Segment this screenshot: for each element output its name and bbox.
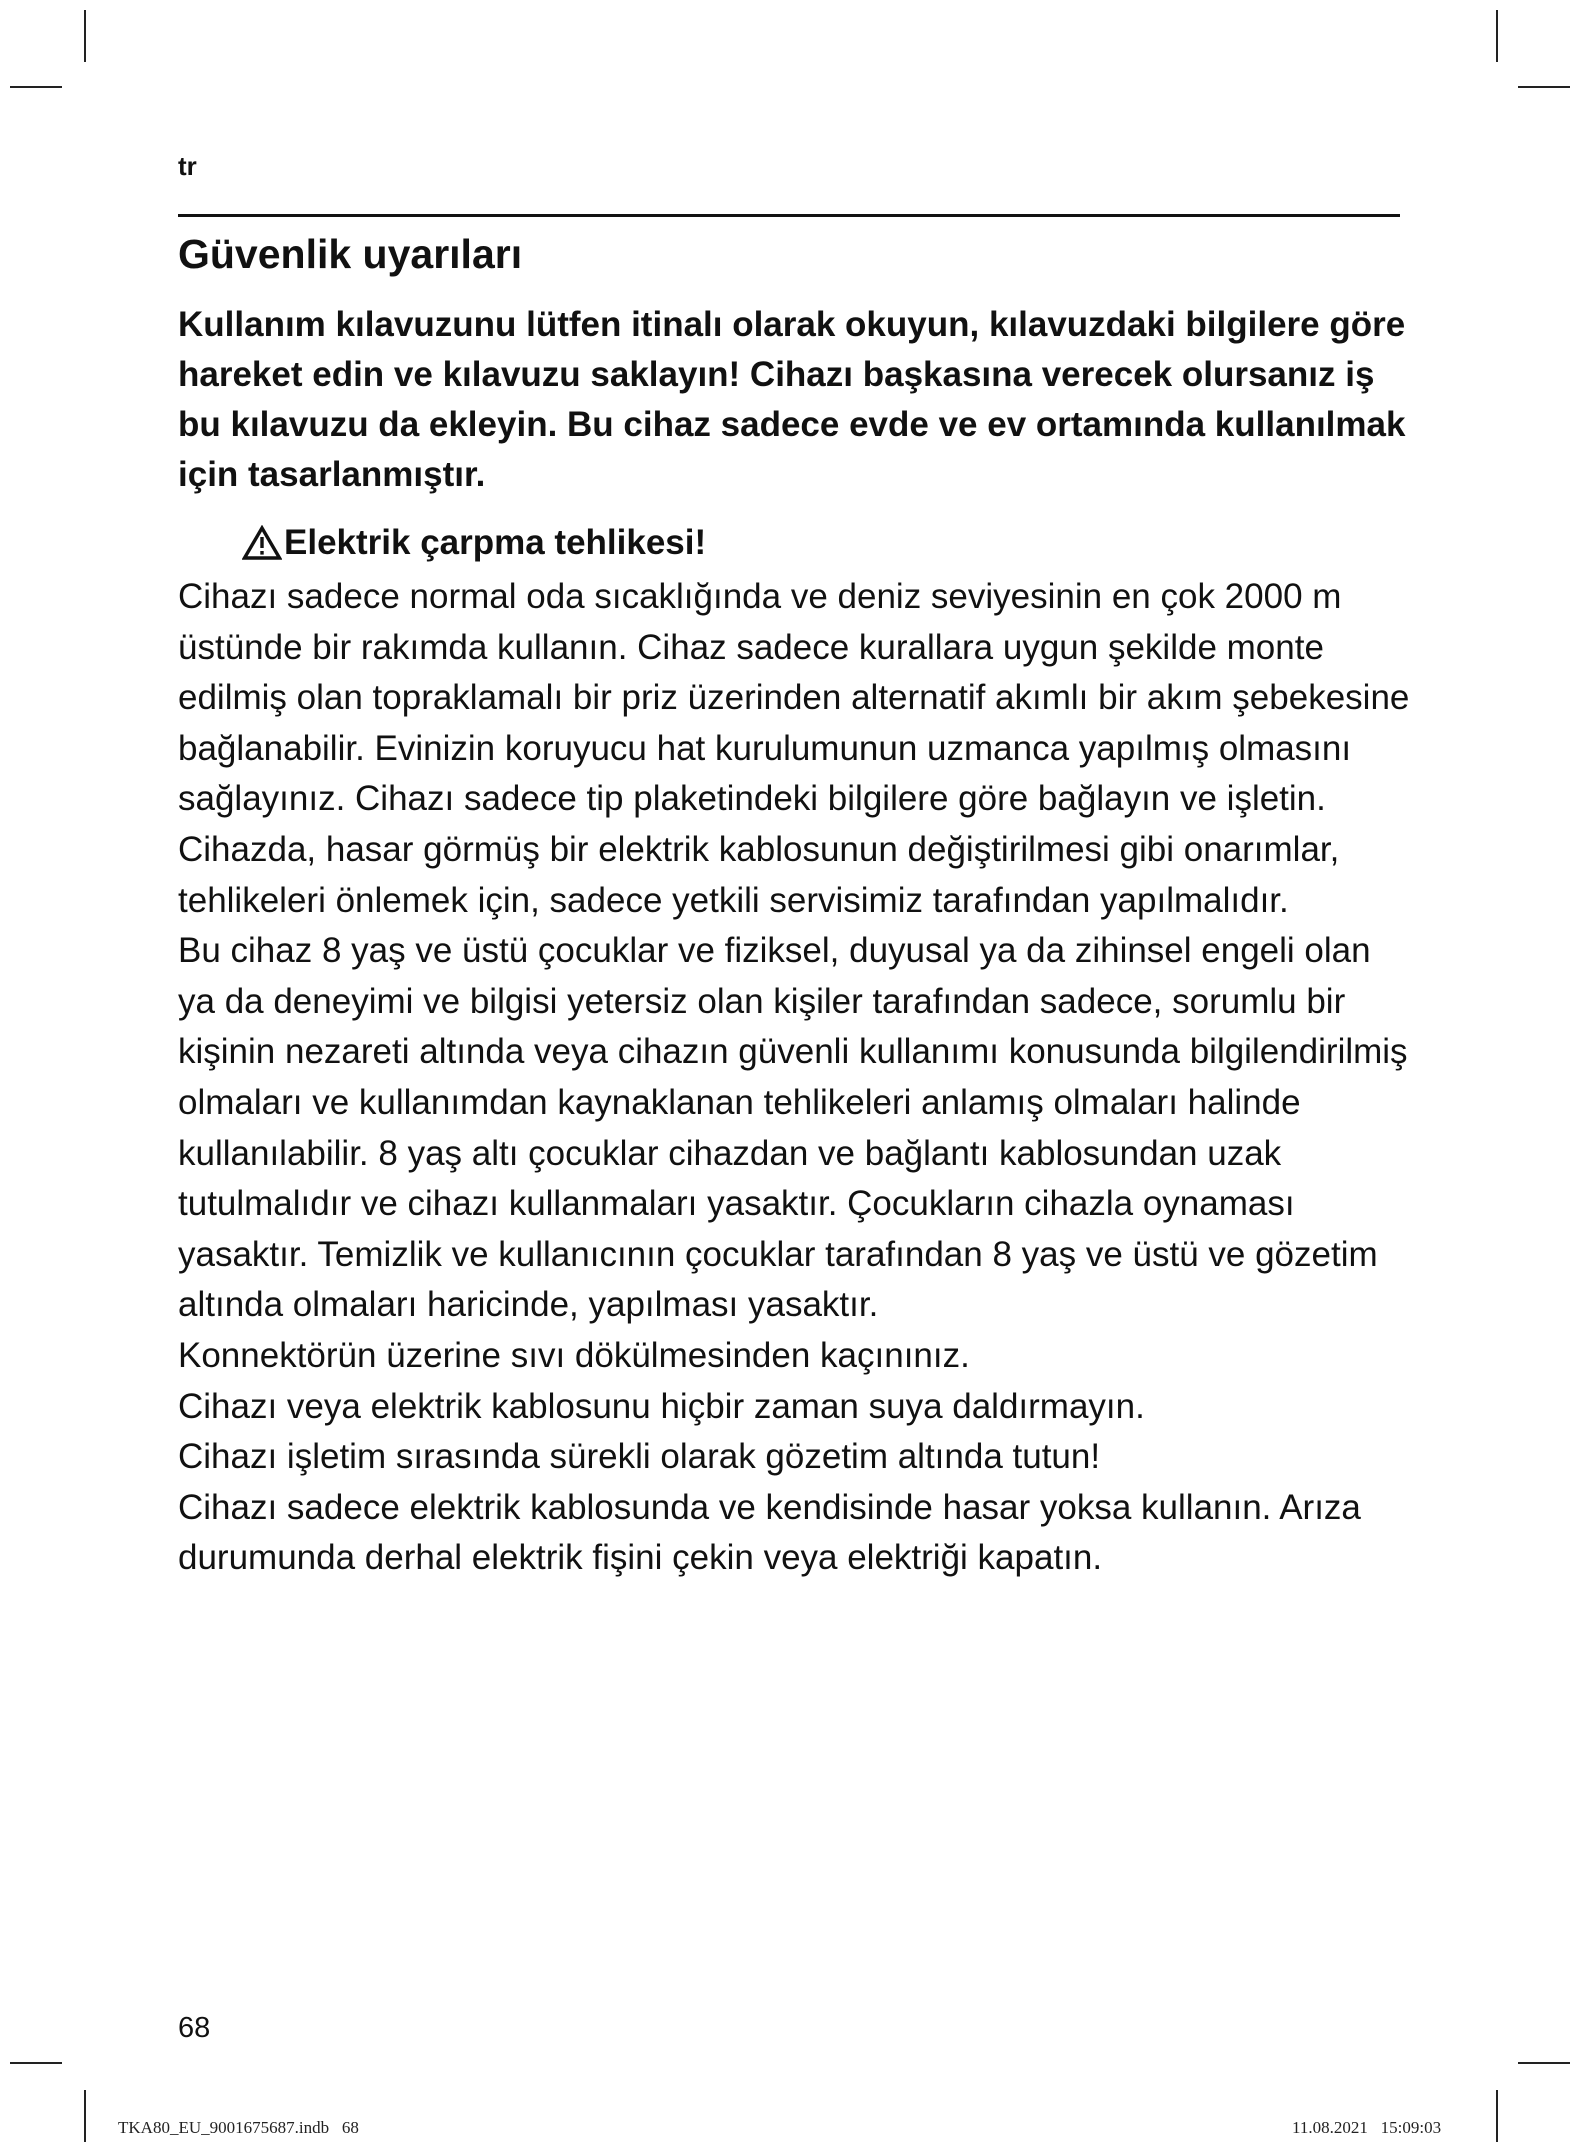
warning-triangle-icon — [242, 525, 284, 561]
safety-content — [178, 300, 1413, 1584]
warning-title: Elektrik çarpma tehlikesi! — [284, 523, 707, 562]
page-number: 68 — [178, 2012, 211, 2044]
crop-mark-bottom-right-vertical — [1496, 2090, 1498, 2142]
paragraph-supervision: Cihazı işletim sırasında sürekli olarak gözetim altında tutun! — [178, 1437, 1101, 1477]
crop-mark-top-right-vertical — [1496, 10, 1498, 62]
intro-paragraph: Kullanım kılavuzunu lütfen itinalı olarak okuyun, kılavuzdaki bilgilere göre hareket edin ve kılavuzu saklayın! Cihazı başkasına verecek olursanız iş bu kılavuzu da ekleyin. Bu cihaz sadece evde ve ev ortamında kullanılmak için tasarlanmıştır. — [178, 305, 1406, 494]
section-title: Güvenlik uyarıları — [178, 231, 523, 277]
crop-mark-bottom-left-vertical — [84, 2090, 86, 2142]
paragraph-electrical: Cihazı sadece normal oda sıcaklığında ve deniz seviyesinin en çok 2000 m üstünde bir rakımda kullanın. Cihaz sadece kurallara uygun şekilde monte edilmiş olan topraklamalı bir priz üzerinden alternatif akımlı bir akım şebekesine bağlanabilir. Evinizin koruyucu hat kurulumunun uzmanca yapılmış olmasını sağlayınız. Cihazı sadece tip plaketindeki bilgilere göre bağlayın ve işletin. Cihazda, hasar görmüş bir elektrik kablosunun değiştirilmesi gibi onarımlar, tehlikeleri önlemek için, sadece yetkili servisimiz tarafından yapılmalıdır. — [178, 577, 1410, 920]
footer-timestamp: 11.08.2021 15:09:03 — [1292, 2118, 1442, 2137]
crop-mark-top-left-horizontal — [10, 86, 62, 88]
language-code: tr — [178, 151, 197, 181]
crop-mark-top-left-vertical — [84, 10, 86, 62]
crop-mark-bottom-left-horizontal — [10, 2062, 62, 2064]
footer-file-name: TKA80_EU_9001675687.indb 68 — [118, 2118, 359, 2137]
paragraph-water: Cihazı veya elektrik kablosunu hiçbir zaman suya daldırmayın. — [178, 1386, 1145, 1426]
paragraph-damage: Cihazı sadece elektrik kablosunda ve kendisinde hasar yoksa kullanın. Arıza durumunda derhal elektrik fişini çekin veya elektriği kapatın. — [178, 1487, 1361, 1578]
crop-mark-top-right-horizontal — [1518, 86, 1570, 88]
crop-mark-bottom-right-horizontal — [1518, 2062, 1570, 2064]
paragraph-connector: Konnektörün üzerine sıvı dökülmesinden kaçınınız. — [178, 1335, 970, 1375]
warning-heading — [242, 518, 1413, 568]
paragraph-children: Bu cihaz 8 yaş ve üstü çocuklar ve fiziksel, duyusal ya da zihinsel engeli olan ya da deneyimi ve bilgisi yetersiz olan kişiler tarafından sadece, sorumlu bir kişinin nezareti altında veya cihazın güvenli kullanımı konusunda bilgilendirilmiş olmaları ve kullanımdan kaynaklanan tehlikeleri anlamış olmaları halinde kullanılabilir. 8 yaş altı çocuklar cihazdan ve bağlantı kablosundan uzak tutulmalıdır ve cihazı kullanmaları yasaktır. Çocukların cihazla oynaması yasaktır. Temizlik ve kullanıcının çocuklar tarafından 8 yaş ve üstü ve gözetim altında olmaları haricinde, yapılması yasaktır. — [178, 931, 1408, 1325]
heading-rule — [178, 214, 1400, 217]
